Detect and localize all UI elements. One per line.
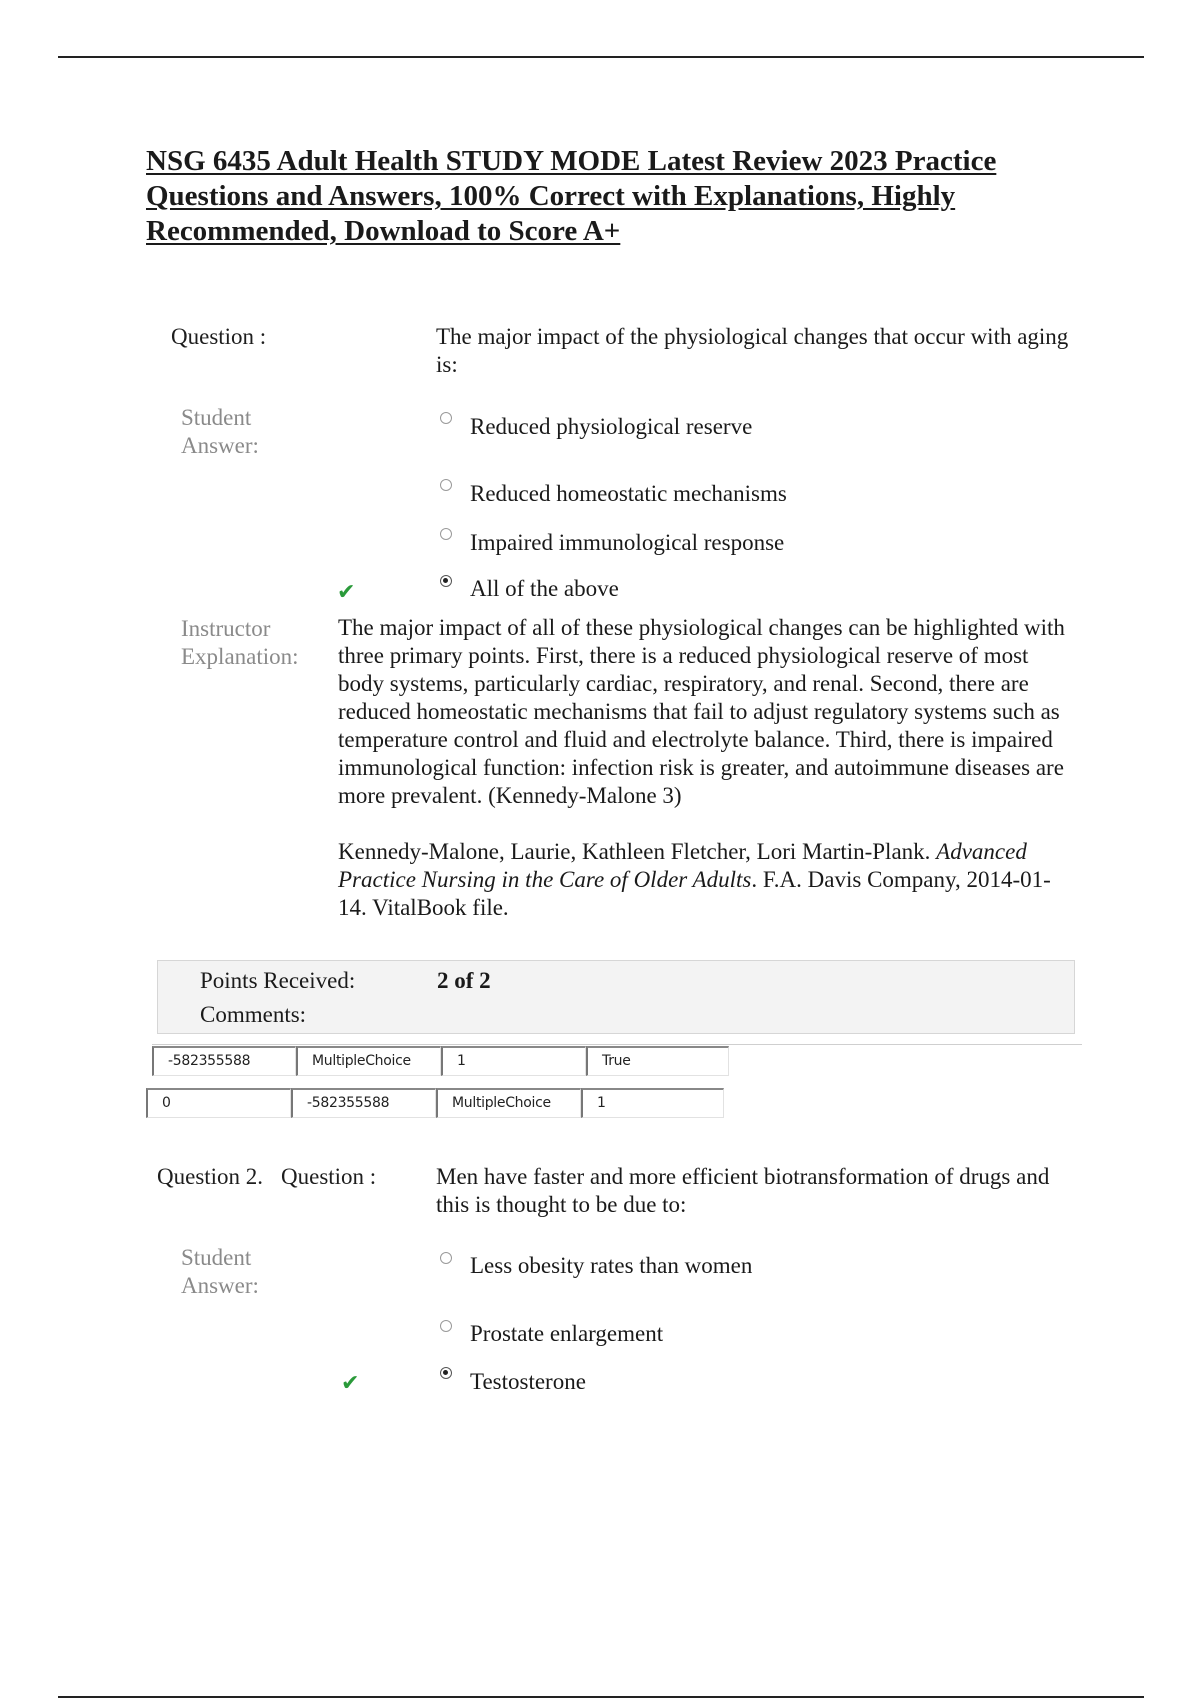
points-received-label: Points Received: — [200, 968, 356, 993]
grid-cell: True — [586, 1046, 729, 1076]
reference — [338, 838, 1078, 922]
grid-cell: -582355588 — [291, 1088, 436, 1118]
radio-icon[interactable] — [440, 412, 452, 424]
q1-option-3: Impaired immunological response — [470, 530, 785, 555]
q2-option-2: Prostate enlargement — [470, 1321, 664, 1346]
radio-icon[interactable] — [440, 479, 452, 491]
top-rule — [58, 56, 1144, 58]
student-answer-label-2a: Student — [181, 1245, 252, 1270]
student-answer-label-1b: Answer: — [181, 433, 259, 458]
q1-option-1: Reduced physiological reserve — [470, 414, 753, 439]
check-icon: ✔ — [337, 580, 356, 605]
radio-selected-icon[interactable] — [440, 1367, 452, 1379]
radio-icon[interactable] — [440, 1252, 452, 1264]
grid-cell: 0 — [146, 1088, 291, 1118]
document-title: NSG 6435 Adult Health STUDY MODE Latest Review 2023 Practice Questions and Answers, 100% Correct with Explanations, Highly Recommended, Download to Score A+ — [146, 145, 997, 247]
student-answer-label-2b: Answer: — [181, 1273, 259, 1298]
ref-authors: Kennedy-Malone, Laurie, Kathleen Fletcher, Lori Martin-Plank. — [338, 839, 931, 864]
grid-cell: MultipleChoice — [296, 1046, 441, 1076]
check-icon: ✔ — [341, 1371, 360, 1396]
q1-option-2: Reduced homeostatic mechanisms — [470, 481, 787, 506]
ref-title: Advanced Practice Nursing in the Care of Older Adults — [338, 839, 1027, 892]
points-box — [157, 960, 1075, 1034]
question-1-text: The major impact of the physiological changes that occur with aging is: — [436, 324, 1069, 377]
radio-selected-icon[interactable] — [440, 575, 452, 587]
instructor-label-b: Explanation: — [181, 644, 299, 669]
radio-icon[interactable] — [440, 1320, 452, 1332]
question-2-number: Question 2. — [157, 1164, 264, 1189]
instructor-label-a: Instructor — [181, 616, 271, 641]
ref-rest: . F.A. Davis Company, 2014-01-14. VitalBook file. — [338, 867, 1051, 920]
question-2-text: Men have faster and more efficient biotransformation of drugs and this is thought to be due to: — [436, 1164, 1050, 1217]
instructor-explanation: The major impact of all of these physiological changes can be highlighted with three primary points. First, there is a reduced physiological reserve of most body systems, particularly cardiac, respiratory, and renal. Second, there are reduced homeostatic mechanisms that fail to adjust regulatory systems such as temperature control and fluid and electrolyte balance. Third, there is impaired immunological function: infection risk is greater, and autoimmune diseases are more prevalent. (Kennedy-Malone 3) — [338, 615, 1065, 808]
radio-icon[interactable] — [440, 528, 452, 540]
q2-option-3: Testosterone — [470, 1369, 586, 1394]
question-2-label: Question : — [281, 1164, 377, 1189]
student-answer-label-1a: Student — [181, 405, 252, 430]
divider — [152, 1044, 1082, 1045]
question-label: Question : — [171, 324, 267, 349]
grid-cell: 1 — [441, 1046, 586, 1076]
comments-label: Comments: — [200, 1002, 307, 1027]
q2-option-1: Less obesity rates than women — [470, 1253, 753, 1278]
q1-option-4: All of the above — [470, 576, 619, 601]
bottom-rule — [58, 1696, 1144, 1698]
points-value: 2 of 2 — [437, 968, 491, 993]
grid-cell: 1 — [581, 1088, 724, 1118]
grid-cell: MultipleChoice — [436, 1088, 581, 1118]
grid-cell: -582355588 — [152, 1046, 296, 1076]
